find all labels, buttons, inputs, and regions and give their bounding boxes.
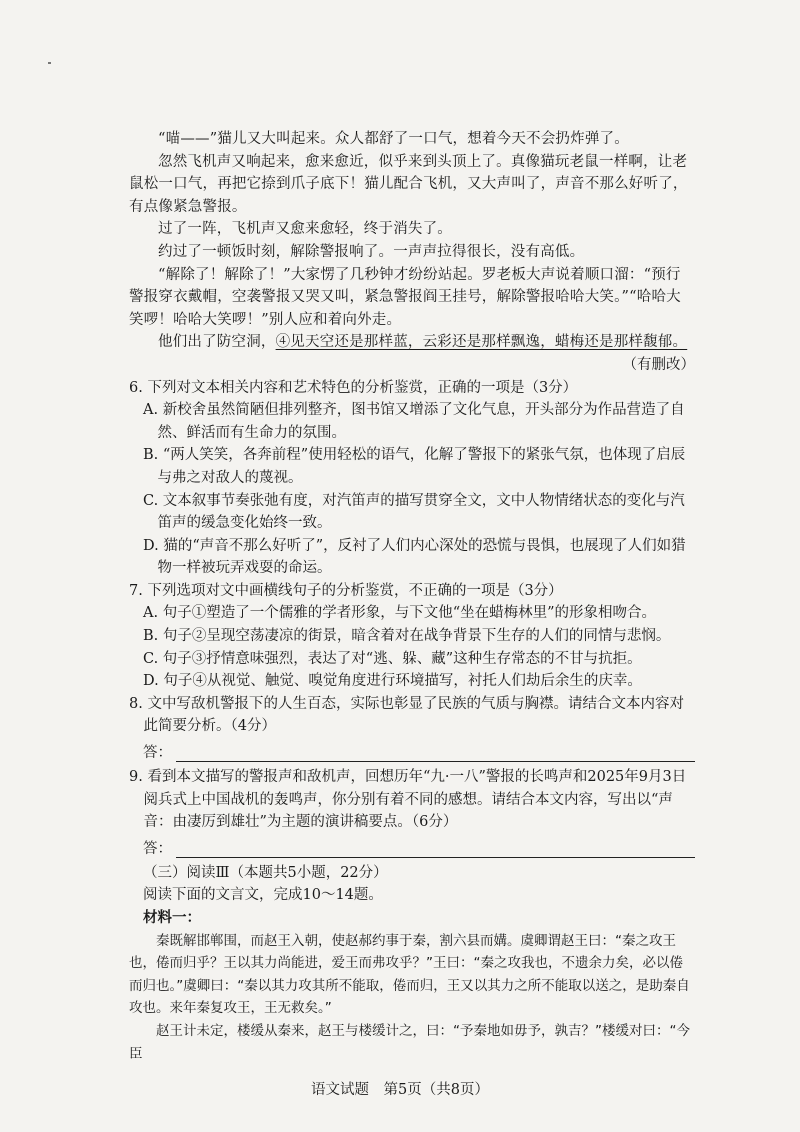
option-a: A. 句子①塑造了一个儒雅的学者形象，与下文他“坐在蜡梅林里”的形象相吻合。: [143, 605, 657, 622]
question-stem: 7. 下列选项对文中画横线句子的分析鉴赏，不正确的一项是（3分）: [129, 582, 563, 599]
question-9: [129, 766, 695, 858]
page-footer: 语文试题 第5页（共8页）: [311, 1082, 489, 1098]
question-stem: 6. 下列对文本相关内容和艺术特色的分析鉴赏，正确的一项是（3分）: [129, 379, 578, 396]
question-stem: 9. 看到本文描写的警报声和敌机声，回想历年“九·一八”警报的长鸣声和2025年9月3日阅兵式上中国战机的轰鸣声，你分别有着不同的感想。请结合本文内容，写出以“声音：由凄厉到雄壮”为主题的演讲稿要点。（6分）: [129, 769, 687, 831]
story-paragraph: 过了一阵，飞机声又愈来愈轻，终于消失了。: [158, 221, 452, 238]
answer-line[interactable]: [143, 836, 695, 858]
option-c: C. 句子③抒情意味强烈，表达了对“逃、躲、藏”这种生存常态的不甘与抗拒。: [143, 650, 642, 667]
story-last-paragraph: [129, 331, 695, 354]
option-d: D. 句子④从视觉、触觉、嗅觉角度进行环境描写，衬托人们劫后余生的庆幸。: [143, 673, 642, 690]
story-excerpt: [129, 128, 695, 377]
section-instruction: 阅读下面的文言文，完成10～14题。: [143, 887, 383, 904]
story-paragraph: “解除了！解除了！”大家愣了几秒钟才纷纷站起。罗老板大声说着顺口溜：“预行警报穿衣戴帽，空袭警报又哭又叫，紧急警报阎王挂号，解除警报哈哈大笑。”“哈哈大笑啰！哈哈大笑啰！”别人应和着向外走。: [129, 266, 681, 328]
question-8: [129, 693, 695, 762]
scan-speck: [48, 62, 51, 64]
page-content: [129, 128, 695, 1065]
section-heading: （三）阅读Ⅲ（本题共5小题，22分）: [143, 864, 388, 881]
answer-label: 答：: [143, 745, 172, 762]
option-c: C. 文本叙事节奏张弛有度，对汽笛声的描写贯穿全文，文中人物情绪状态的变化与汽笛声的缓急变化始终一致。: [143, 492, 685, 532]
answer-rule: [176, 843, 695, 858]
last-paragraph-prefix: 他们出了防空洞，: [158, 334, 276, 351]
question-7: [129, 580, 695, 693]
option-d: D. 猫的“声音不那么好听了”，反衬了人们内心深处的恐慌与畏惧，也展现了人们如猎物一样被玩弄戏耍的命运。: [143, 537, 686, 577]
question-stem: 8. 文中写敌机警报下的人生百态，实际也彰显了民族的气质与胸襟。请结合文本内容对此简要分析。（4分）: [129, 695, 684, 735]
answer-label: 答：: [143, 840, 172, 857]
reading-section-3: [129, 862, 695, 1065]
classical-paragraph: 秦既解邯郸围，而赵王入朝，使赵郝约事于秦，割六县而媾。虞卿谓赵王曰：“秦之攻王也，倦而归乎？王以其力尚能进，爱王而弗攻乎？”王曰：“秦之攻我也，不遗余力矣，必以倦而归也。”虞卿曰：“秦以其力攻其所不能取，倦而归，王又以其力之所不能取以送之，是助秦自攻也。来年秦复攻王，王无救矣。”: [129, 932, 690, 1017]
answer-rule: [176, 747, 695, 762]
option-a: A. 新校舍虽然简陋但排列整齐，图书馆又增添了文化气息，开头部分为作品营造了自然、鲜活而有生命力的氛围。: [143, 402, 685, 441]
story-paragraph: “喵——”猫儿又大叫起来。众人都舒了一口气，想着今天不会扔炸弹了。: [158, 131, 629, 147]
option-b: B. 句子②呈现空荡凄凉的街景，暗含着对在战争背景下生存的人们的同情与悲悯。: [143, 628, 671, 645]
story-paragraph: 约过了一顿饭时刻，解除警报响了。一声声拉得很长，没有高低。: [158, 243, 585, 260]
underlined-sentence-4: ④见天空还是那样蓝，云彩还是那样飘逸，蜡梅还是那样馥郁。: [275, 334, 688, 351]
classical-paragraph: 赵王计未定，楼缓从秦来，赵王与楼缓计之，曰：“予秦地如毋予，孰吉？”楼缓对曰：“今臣: [129, 1022, 690, 1062]
story-paragraph: 忽然飞机声又响起来，愈来愈近，似乎来到头顶上了。真像猫玩老鼠一样啊，让老鼠松一口气，再把它捺到爪子底下！猫儿配合飞机，又大声叫了，声音不那么好听了，有点像紧急警报。: [129, 153, 688, 215]
answer-line[interactable]: [143, 740, 695, 762]
material-label: 材料一：: [143, 909, 201, 926]
option-b: B. “两人笑笑，各奔前程”使用轻松的语气，化解了警报下的紧张气氛，也体现了启辰与弗之对敌人的蔑视。: [143, 447, 686, 486]
edit-note: （有删改）: [622, 356, 695, 373]
question-6: [129, 377, 695, 580]
